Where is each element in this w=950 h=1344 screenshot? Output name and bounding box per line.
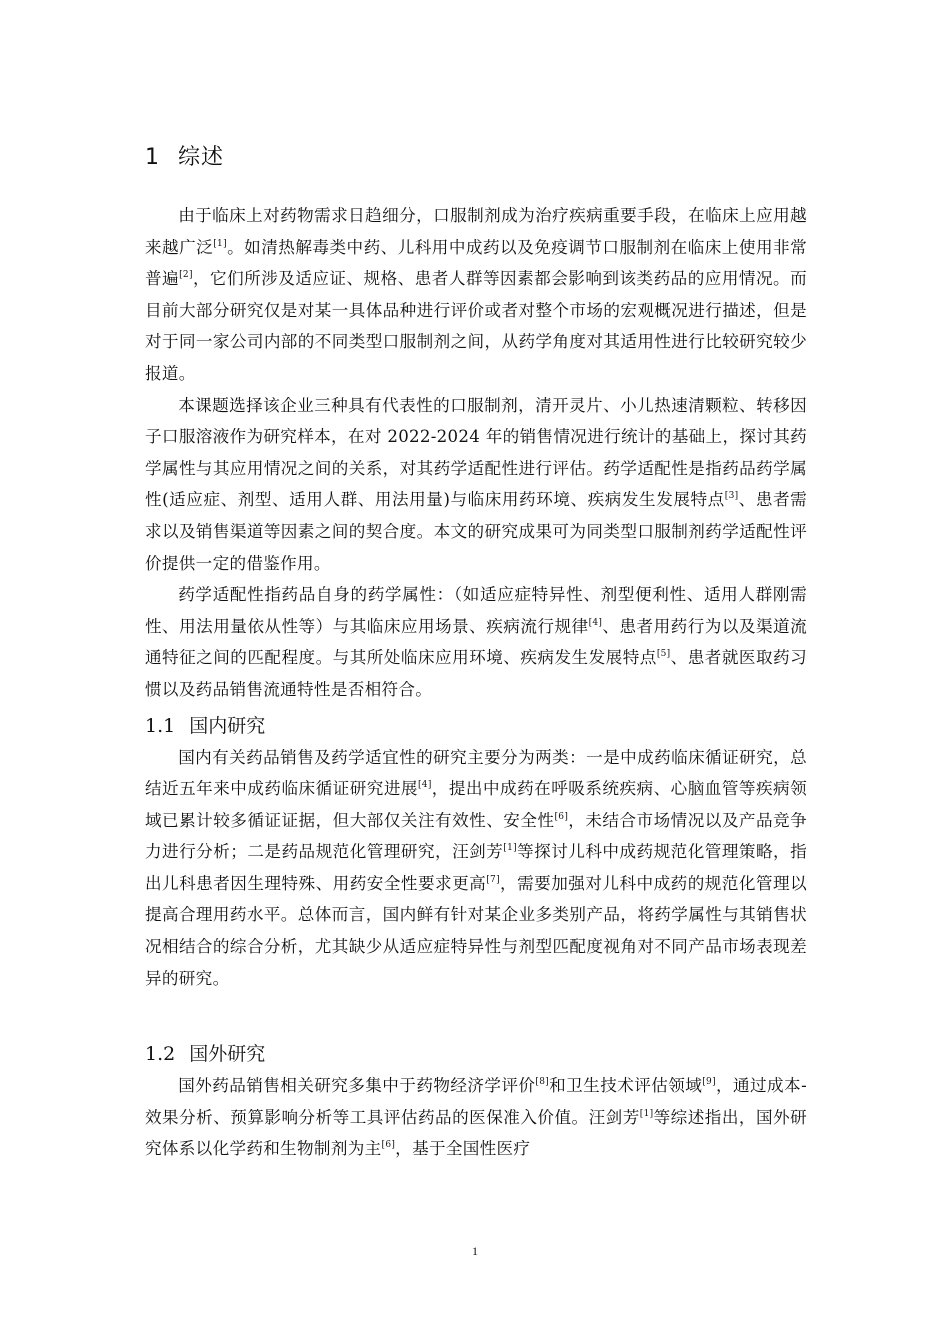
paragraph-text: ，通过成本-效果分析、预算影响分析等工具评估药品的医保准入价值。汪剑芳 xyxy=(145,1076,807,1127)
page-number: 1 xyxy=(472,1244,478,1258)
body-paragraph xyxy=(145,742,807,995)
paragraph-text: ，基于全国性医疗 xyxy=(395,1139,531,1159)
citation-ref: [7] xyxy=(486,874,500,885)
paragraph-text: ，未结合市场情况以及产品竞争力进行分析；二是药品规范化管理研究，汪剑芳 xyxy=(145,810,808,862)
paragraph-text: 本课题选择该企业三种具有代表性的口服制剂，清开灵片、小儿热速清颗粒、转移因子口服溶液作为研究样本，在对 2022-2024 年的销售情况进行统计的基础上，探讨其药学属性与其应用情况之间的关系，对其药学适配性进行评估。药学适配性是指药品药学属性(适应症、剂型、适用人群、用法用量)与临床用药环境、疾病发生发展特点 xyxy=(145,395,807,510)
citation-ref: [9] xyxy=(702,1077,716,1088)
subsection-number: 1.2 xyxy=(145,1043,176,1066)
body-paragraph xyxy=(145,390,807,580)
paragraph-text: 国外药品销售相关研究多集中于药物经济学评价 xyxy=(178,1076,536,1096)
citation-ref: [3] xyxy=(724,491,739,502)
citation-ref: [4] xyxy=(417,780,432,791)
paragraph-text: 由于临床上对药物需求日趋细分，口服制剂成为治疗疾病重要手段，在临床上应用越来越广泛 xyxy=(145,206,807,257)
subsection-number: 1.1 xyxy=(145,714,176,737)
paragraph-text: 等探讨儿科中成药规范化管理策略，指出儿科患者因生理特殊、用药安全性要求更高 xyxy=(145,842,807,893)
subsection-title: 国内研究 xyxy=(189,714,266,737)
paragraph-text: 、患者需求以及销售渠道等因素之间的契合度。本文的研究成果可为同类型口服制剂药学适配性评价提供一定的借鉴作用。 xyxy=(145,490,807,573)
paragraph-text: 和卫生技术评估领域 xyxy=(549,1076,703,1096)
section-number: 1 xyxy=(145,145,160,170)
citation-ref: [2] xyxy=(179,270,193,281)
section-1-1-body xyxy=(145,742,807,995)
citation-ref: [8] xyxy=(535,1077,550,1088)
paragraph-text: ，提出中成药在呼吸系统疾病、心脑血管等疾病领域已累计较多循证证据，但大部仅关注有效性、安全性 xyxy=(145,779,807,830)
section-1-2-body xyxy=(145,1070,807,1165)
paragraph-text: 国内有关药品销售及药学适宜性的研究主要分为两类：一是中成药临床循证研究，总结近五年来中成药临床循证研究进展 xyxy=(145,747,807,799)
subsection-heading-1-1 xyxy=(145,710,807,742)
paragraph-text: 、患者用药行为以及渠道流通特征之间的匹配程度。与其所处临床应用环境、疾病发生发展特点 xyxy=(145,616,807,668)
body-paragraph xyxy=(145,200,807,390)
citation-ref: [6] xyxy=(554,811,569,822)
paragraph-text: ，需要加强对儿科中成药的规范化管理以提高合理用药水平。总体而言，国内鲜有针对某企业多类别产品，将药学属性与其销售状况相结合的综合分析，尤其缺少从适应症特异性与剂型匹配度视角对不同产品市场表现差异的研究。 xyxy=(145,873,807,988)
section-1-body xyxy=(145,200,807,706)
spacer xyxy=(145,994,807,1038)
paragraph-text: 药学适配性指药品自身的药学属性：（如适应症特异性、剂型便利性、适用人群刚需性、用法用量依从性等）与其临床应用场景、疾病流行规律 xyxy=(145,585,807,636)
paragraph-text: 、患者就医取药习惯以及药品销售流通特性是否相符合。 xyxy=(145,648,807,699)
citation-ref: [4] xyxy=(588,617,603,628)
citation-ref: [1] xyxy=(213,238,227,249)
section-title: 综述 xyxy=(178,145,225,170)
citation-ref: [1] xyxy=(503,843,517,854)
citation-ref: [6] xyxy=(381,1140,396,1151)
citation-ref: [5] xyxy=(656,649,671,660)
document-page xyxy=(145,140,807,1165)
body-paragraph xyxy=(145,1070,807,1165)
subsection-title: 国外研究 xyxy=(189,1043,266,1066)
subsection-heading-1-2 xyxy=(145,1038,807,1070)
section-heading-1 xyxy=(145,140,807,176)
citation-ref: [1] xyxy=(639,1108,654,1119)
paragraph-text: 等综述指出，国外研究体系以化学药和生物制剂为主 xyxy=(145,1107,808,1159)
paragraph-text: ，它们所涉及适应证、规格、患者人群等因素都会影响到该类药品的应用情况。而目前大部分研究仅是对某一具体品种进行评价或者对整个市场的宏观概况进行描述，但是对于同一家公司内部的不同类型口服制剂之间，从药学角度对其适用性进行比较研究较少报道。 xyxy=(145,269,807,383)
body-paragraph xyxy=(145,579,807,705)
paragraph-text: 。如清热解毒类中药、儿科用中成药以及免疫调节口服制剂在临床上使用非常普遍 xyxy=(145,237,807,289)
